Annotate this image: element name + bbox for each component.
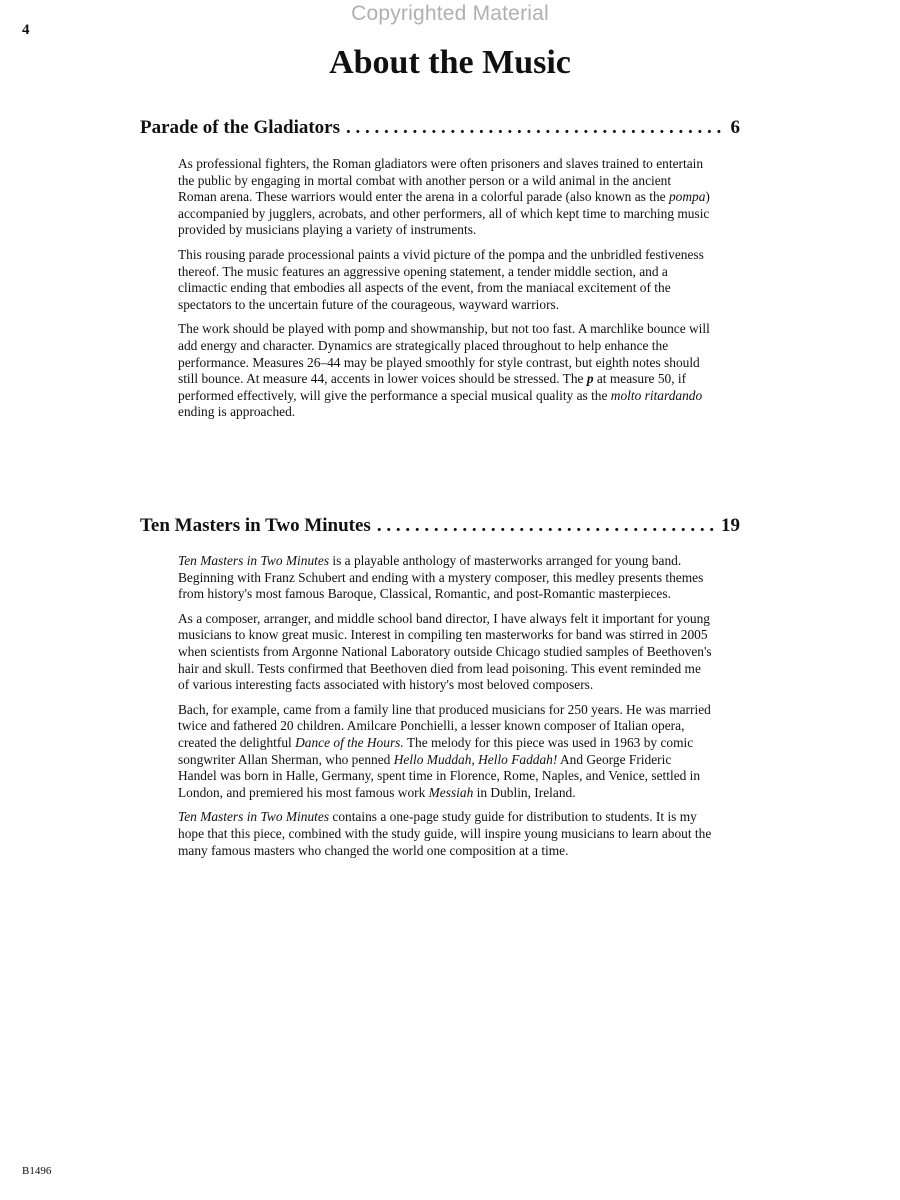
paragraph: As a composer, arranger, and middle school band director, I have always felt it important for young musicians to know great music. Interest in compiling ten masterworks for band was stirred in 2005 when scientists from Argonne National Laboratory outside Chicago studied samples of Beethoven's hair and skull. Tests confirmed that Beethoven died from lead poisoning. This event reminded me of various interesting facts associated with history's most beloved composers. [178, 610, 712, 693]
catalog-code: B1496 [22, 1165, 52, 1177]
section-body-ten-masters [178, 553, 713, 867]
paragraph: Ten Masters in Two Minutes is a playable anthology of masterworks arranged for young band. Beginning with Franz Schubert and ending with a mystery composer, this medley presents themes from history's most famous Baroque, Classical, Romantic, and post-Romantic masterpieces. [178, 553, 704, 602]
page-number: 4 [22, 22, 30, 38]
copyright-watermark: Copyrighted Material [351, 2, 549, 25]
dot-leader [377, 515, 715, 537]
paragraph: Ten Masters in Two Minutes contains a one-page study guide for distribution to students. It is my hope that this piece, combined with the study guide, will inspire young musicians to learn about the many famous masters who changed the world one composition at a time. [178, 809, 712, 858]
section-body-parade [178, 156, 713, 429]
section-title: Parade of the Gladiators [140, 117, 341, 138]
paragraph: Bach, for example, came from a family line that produced musicians for 250 years. He was married twice and fathered 20 children. Amilcare Ponchielli, a lesser known composer of Italian opera, created the delightful Dance of the Hours. The melody for this piece was used in 1963 by comic songwriter Allan Sherman, who penned Hello Muddah, Hello Faddah! And George Frideric Handel was born in Halle, Germany, spent time in Florence, Rome, Naples, and Venice, settled in London, and premiered his most famous work Messiah in Dublin, Ireland. [178, 701, 711, 800]
section-title: Ten Masters in Two Minutes [140, 515, 371, 536]
paragraph: As professional fighters, the Roman gladiators were often prisoners and slaves trained to entertain the public by engaging in mortal combat with another person or a wild animal in the ancient Roman arena. These warriors would enter the arena in a colorful parade (also known as the pompa) accompanied by jugglers, acrobats, and other performers, all of which kept time to marching music provided by musicians playing a variety of instruments. [178, 156, 710, 238]
section-heading-ten-masters [140, 515, 740, 537]
section-page-number: 6 [730, 117, 740, 138]
section-heading-parade [140, 117, 740, 139]
dot-leader [346, 117, 724, 139]
page-title: About the Music [329, 44, 571, 81]
section-page-number: 19 [721, 515, 740, 536]
paragraph: This rousing parade processional paints a vivid picture of the pompa and the unbridled festiveness thereof. The music features an aggressive opening statement, a tender middle section, and a climactic ending that embodies all aspects of the event, from the maniacal excitement of the spectators to the uncertain future of the courageous, wayward warriors. [178, 246, 704, 312]
paragraph: The work should be played with pomp and showmanship, but not too fast. A marchlike bounce will add energy and character. Dynamics are strategically placed throughout to help enhance the performance. Measures 26–44 may be played smoothly for style contrast, but eighth notes should still bounce. At measure 44, accents in lower voices should be stressed. The p at measure 50, if performed effectively, will give the performance a special musical quality as the molto ritardando ending is approached. [178, 321, 710, 420]
